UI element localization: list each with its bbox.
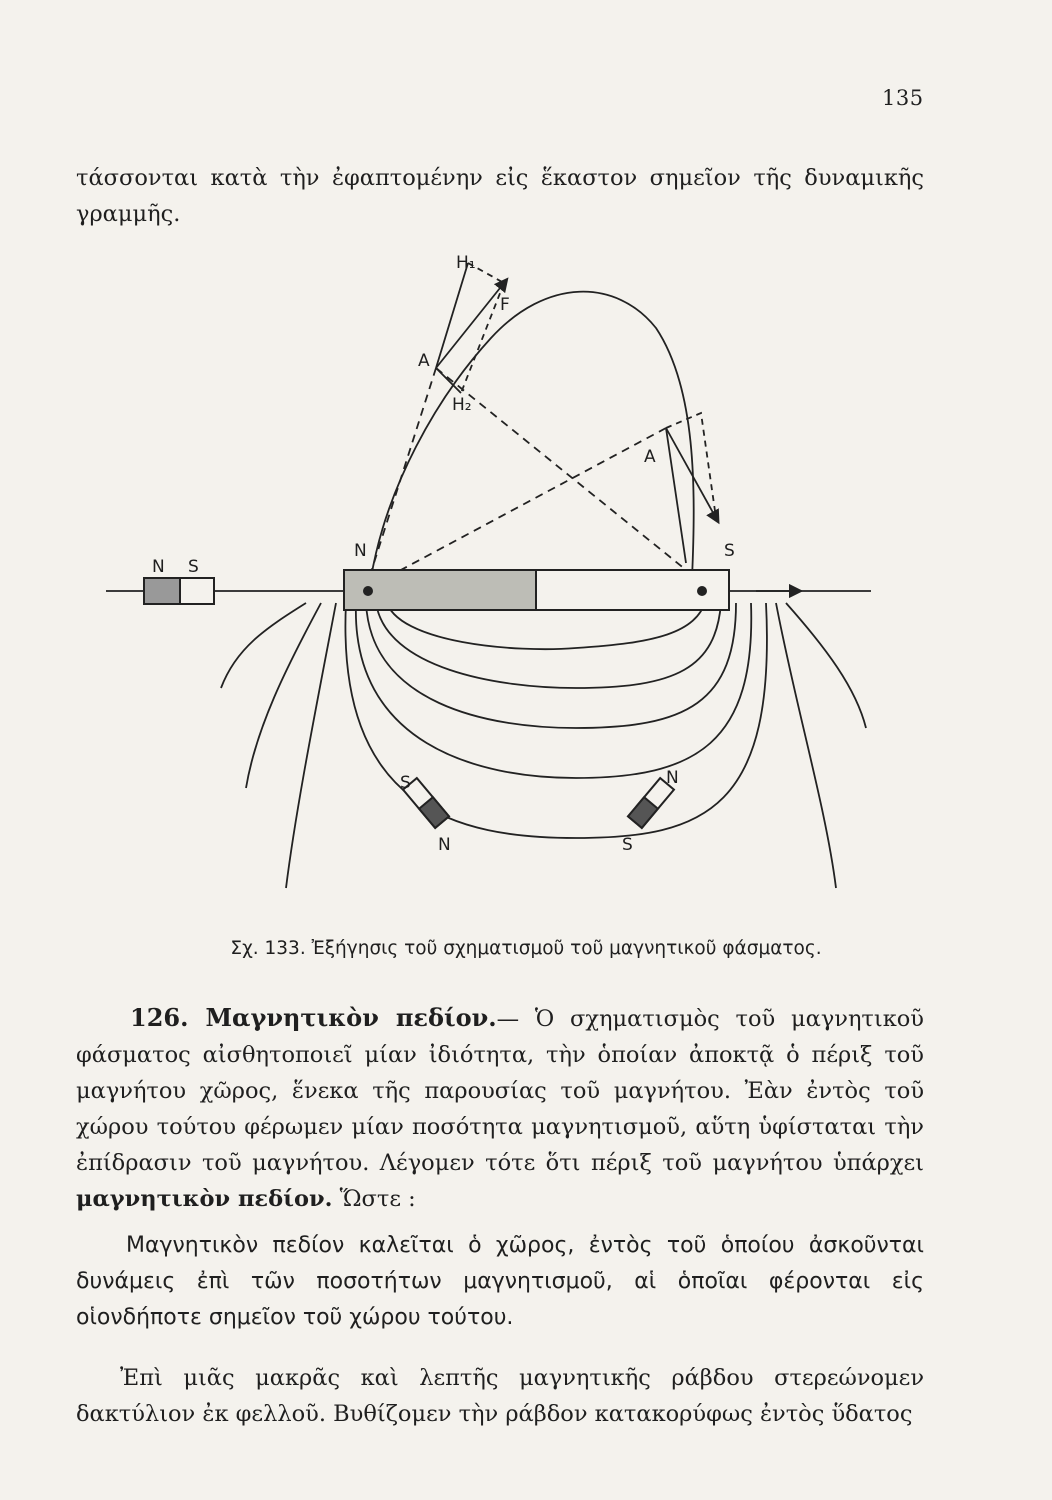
section-term: μαγνητικὸν πεδίον. (76, 1186, 333, 1212)
label-f: F (500, 295, 510, 315)
label-a-upper: A (418, 351, 430, 371)
dashed-fh2 (461, 283, 504, 393)
upper-field-line (371, 292, 694, 578)
dashed-to-n (366, 368, 436, 588)
section-after-term: Ὥστε : (332, 1186, 416, 1212)
figure-caption: Σχ. 133. Ἐξήγησις τοῦ σχηματισμοῦ τοῦ μαγνητικοῦ φάσματος. (230, 938, 822, 959)
small-magnet-left-n (144, 578, 180, 604)
label-s-lower-right: S (622, 835, 633, 855)
field-line-9 (776, 603, 836, 888)
field-line-10 (786, 603, 866, 728)
label-n-small: N (152, 557, 165, 577)
vector-f (436, 283, 504, 368)
label-h1: H₁ (456, 253, 476, 273)
label-n-main: N (354, 541, 367, 561)
definition-text: Μαγνητικὸν πεδίον καλεῖται ὁ χῶρος, ἐντὸς τοῦ ὁποίου ἀσκοῦνται δυνάμεις ἐπὶ τῶν ποσοτήτων μαγνητισμοῦ, αἱ ὁποῖαι φέρονται εἰς οἱονδήποτε σημεῖον τοῦ χώρου τούτου. (76, 1233, 924, 1330)
label-s-lower-left: S (400, 773, 411, 793)
label-n-lower-right: N (666, 768, 679, 788)
field-line-5 (345, 603, 767, 838)
tangent-h1 (436, 263, 468, 368)
closing-text: Ἐπὶ μιᾶς μακρᾶς καὶ λεπτῆς μαγνητικῆς ράβδου στερεώνομεν δακτύλιον ἐκ φελλοῦ. Βυθίζομεν τὴν ράβδον κατακορύφως ἐντὸς ὕδατος (76, 1365, 924, 1427)
section-heading: 126. Μαγνητικὸν πεδίον. (130, 1003, 497, 1032)
label-n-lower-left: N (438, 835, 451, 855)
pole-s-dot (697, 586, 707, 596)
magnetic-field-figure (96, 248, 886, 938)
label-h2: H₂ (452, 395, 472, 415)
field-line-6 (286, 603, 336, 888)
definition-paragraph (76, 1228, 924, 1336)
field-diagram (96, 248, 886, 938)
section-body: — Ὁ σχηματισμὸς τοῦ μαγνητικοῦ φάσματος αἰσθητοποιεῖ μίαν ἰδιότητα, τὴν ὁποίαν ἀποκτᾷ ὁ πέριξ τοῦ μαγνήτου χῶρος, ἕνεκα τῆς παρουσίας τοῦ μαγνήτου. Ἐὰν ἐντὸς τοῦ χώρου τούτου φέρωμεν μίαν ποσότητα μαγνητισμοῦ, αὕτη ὑφίσταται τὴν ἐπίδρασιν τοῦ μαγνήτου. Λέγομεν τότε ὅτι πέριξ τοῦ μαγνήτου ὑπάρχει (76, 1006, 924, 1176)
field-line-3 (366, 603, 736, 728)
label-s-small: S (188, 557, 199, 577)
intro-paragraph: τάσσονται κατὰ τὴν ἐφαπτομένην εἰς ἕκαστον σημεῖον τῆς δυναμικῆς γραμμῆς. (76, 165, 924, 227)
dashed-right-1 (666, 413, 716, 518)
dashed-right-to-n (371, 428, 666, 586)
label-s-main: S (724, 541, 735, 561)
page-number: 135 (882, 86, 924, 110)
field-line-2 (376, 603, 721, 688)
field-line-8 (221, 603, 306, 688)
vector-right-b (666, 428, 686, 563)
dashed-to-s (436, 368, 696, 578)
field-line-7 (246, 603, 321, 788)
section-paragraph (76, 1000, 924, 1217)
pole-n-dot (363, 586, 373, 596)
label-a-right: A (644, 447, 656, 467)
closing-paragraph (76, 1360, 924, 1432)
